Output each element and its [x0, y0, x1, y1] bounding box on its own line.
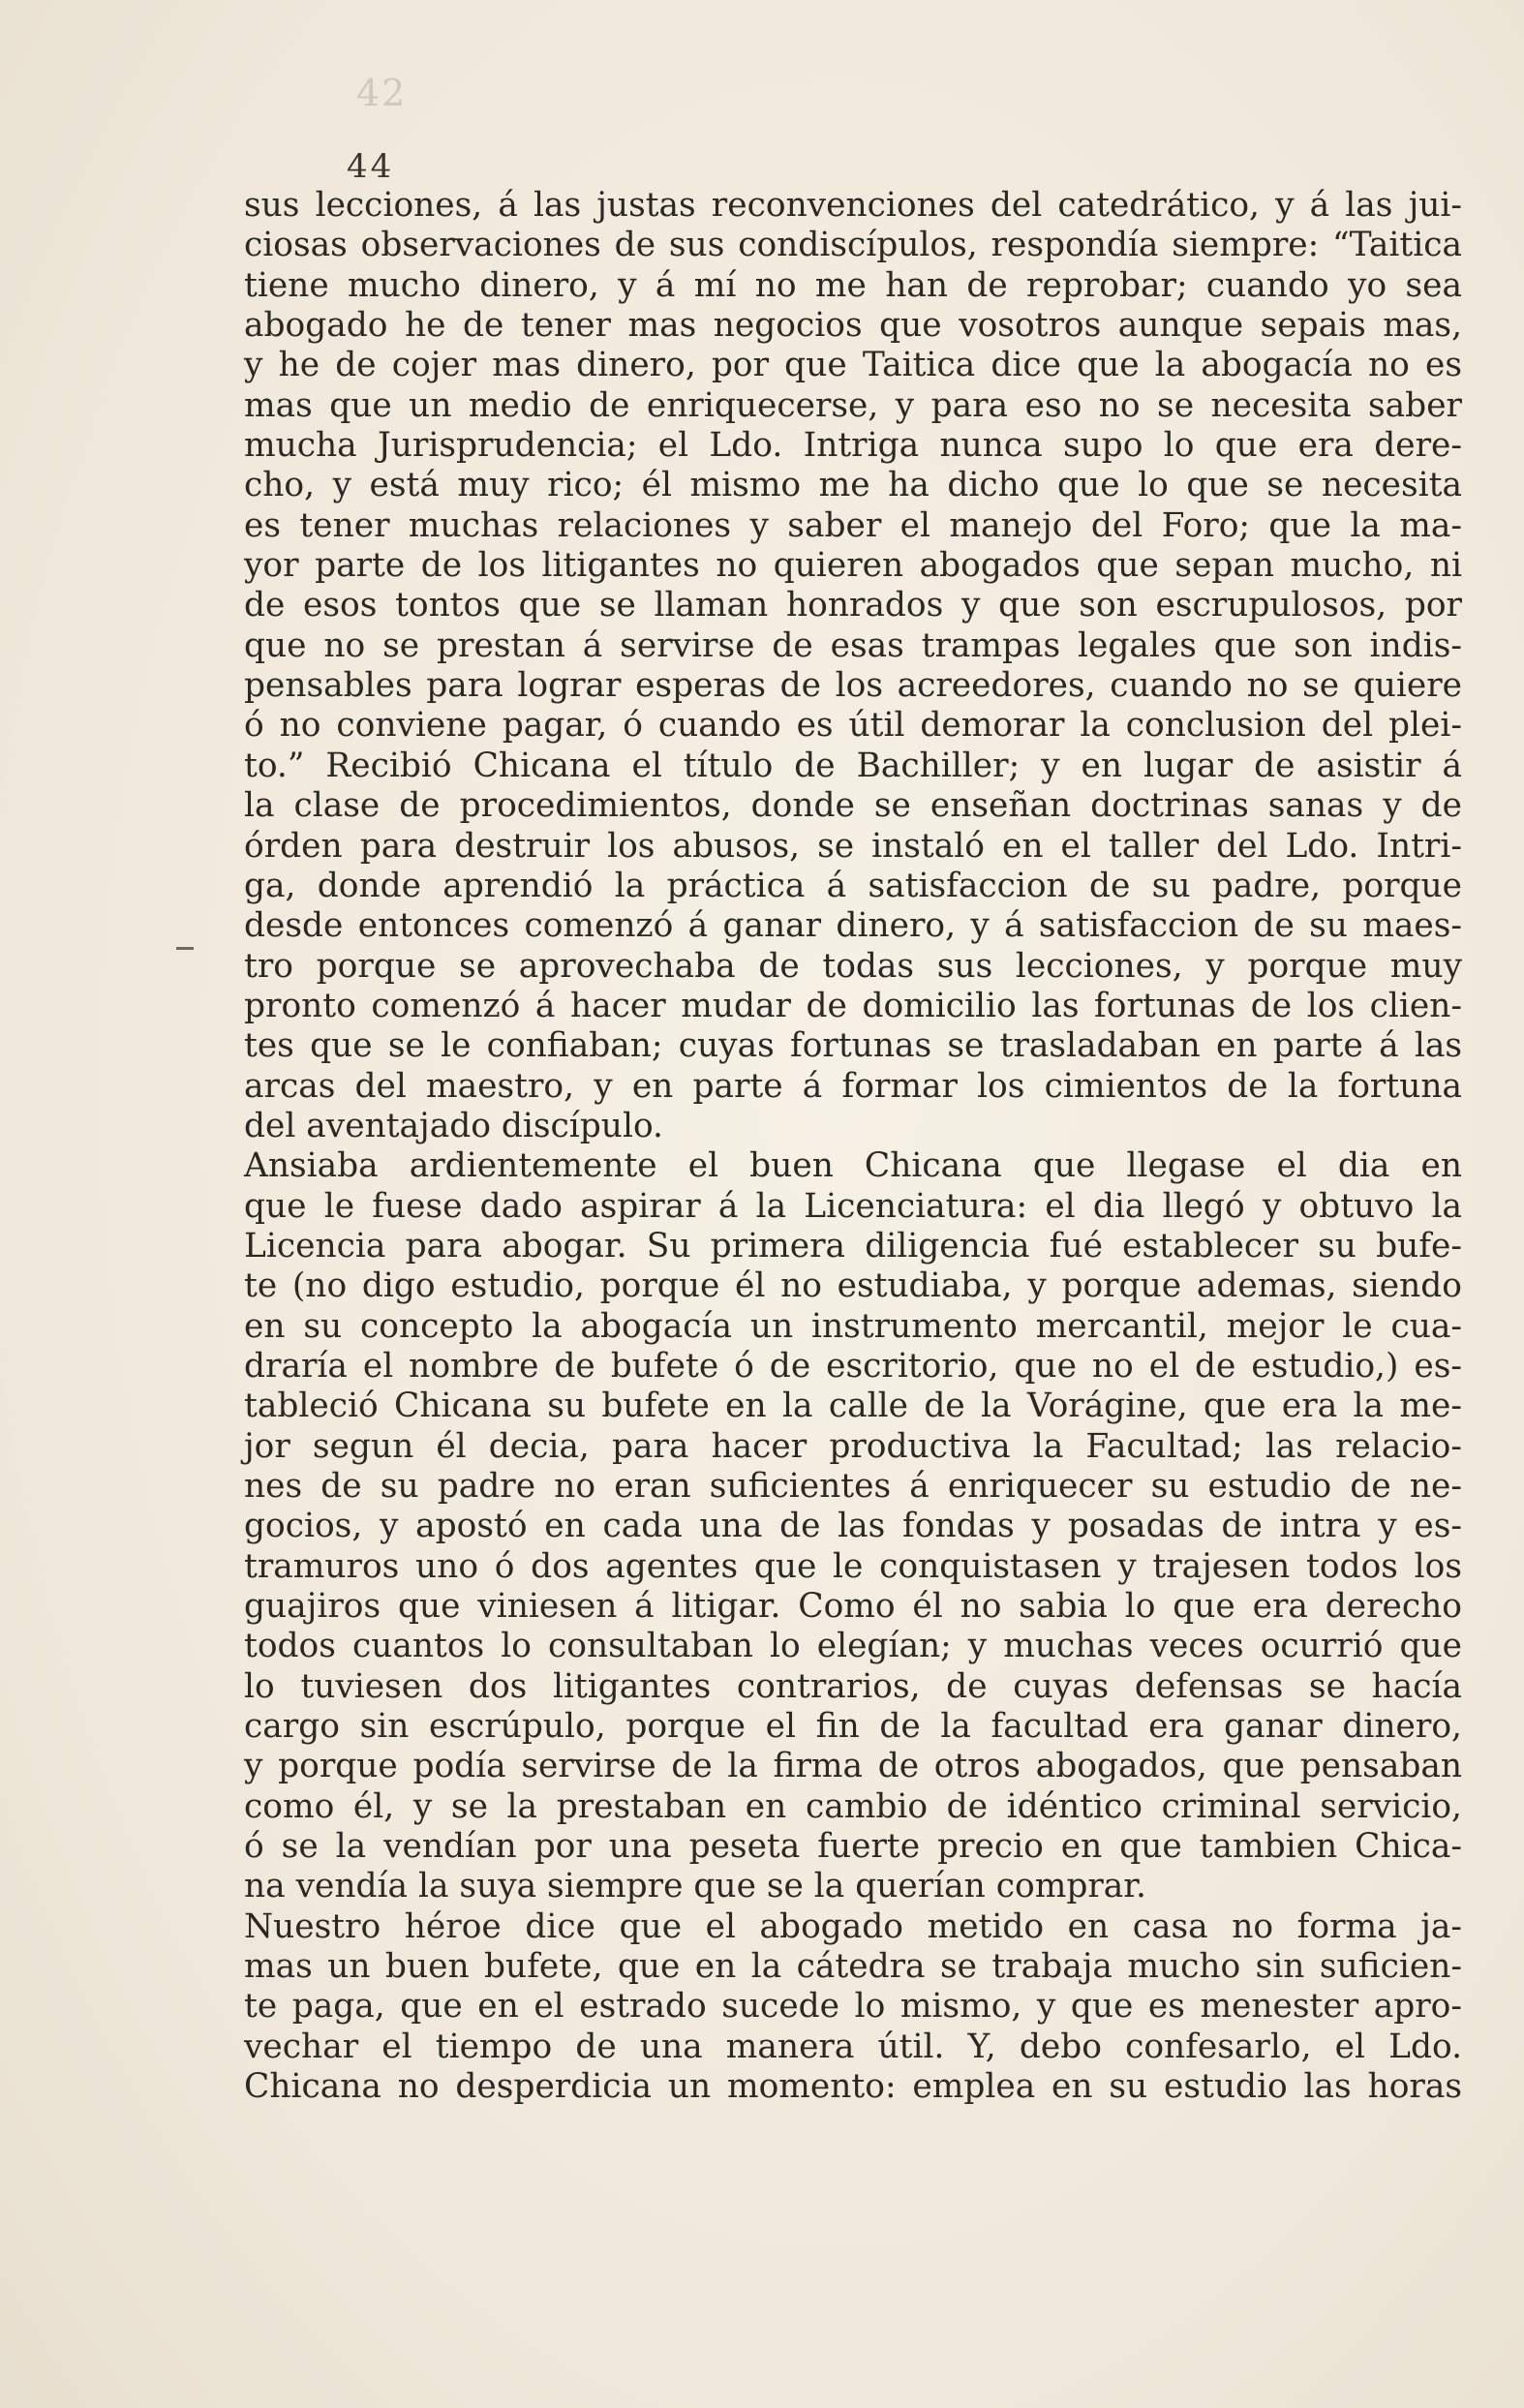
text-line: cargo sin escrúpulo, porque el fin de la facultad era ganar dinero,: [244, 1707, 1462, 1747]
text-line: y he de cojer mas dinero, por que Taitica dice que la abogacía no es: [244, 346, 1462, 385]
text-line: Chicana no desperdicia un momento: emplea en su estudio las horas: [244, 2067, 1462, 2107]
text-line: to.” Recibió Chicana el título de Bachiller; y en lugar de asistir á: [244, 746, 1462, 785]
text-line: es tener muchas relaciones y saber el manejo del Foro; que la ma-: [244, 505, 1462, 545]
text-line: ciosas observaciones de sus condiscípulos, respondía siempre: “Taitica: [244, 226, 1462, 265]
text-line: la clase de procedimientos, donde se enseñan doctrinas sanas y de: [244, 786, 1462, 826]
text-line: abogado he de tener mas negocios que vosotros aunque sepais mas,: [244, 306, 1462, 346]
text-line: cho, y está muy rico; él mismo me ha dicho que lo que se necesita: [244, 466, 1462, 505]
text-line: Ansiaba ardientemente el buen Chicana que llegase el dia en: [244, 1146, 1462, 1186]
body-text: [244, 186, 1462, 2108]
text-line: mas un buen bufete, que en la cátedra se trabaja mucho sin suficien-: [244, 1947, 1462, 1987]
text-line: draría el nombre de bufete ó de escritorio, que no el de estudio,) es-: [244, 1346, 1462, 1386]
text-line: tramuros uno ó dos agentes que le conquistasen y trajesen todos los: [244, 1546, 1462, 1586]
text-line: que le fuese dado aspirar á la Licenciatura: el dia llegó y obtuvo la: [244, 1186, 1462, 1226]
text-line: na vendía la suya siempre que se la querían comprar.: [244, 1867, 1146, 1906]
text-line: como él, y se la prestaban en cambio de idéntico criminal servicio,: [244, 1786, 1462, 1826]
bleed-through-page-number: 42: [356, 72, 408, 114]
text-line: en su concepto la abogacía un instrumento mercantil, mejor le cua-: [244, 1306, 1462, 1346]
text-line: lo tuviesen dos litigantes contrarios, de cuyas defensas se hacía: [244, 1666, 1462, 1706]
text-line: tes que se le confiaban; cuyas fortunas se trasladaban en parte á las: [244, 1026, 1462, 1066]
text-line: jor segun él decia, para hacer productiva la Facultad; las relacio-: [244, 1426, 1462, 1466]
text-line: tiene mucho dinero, y á mí no me han de reprobar; cuando yo sea: [244, 265, 1462, 305]
text-line: tro porque se aprovechaba de todas sus lecciones, y porque muy: [244, 946, 1462, 986]
text-line: ó se la vendían por una peseta fuerte precio en que tambien Chica-: [244, 1827, 1462, 1867]
text-line: te (no digo estudio, porque él no estudiaba, y porque ademas, siendo: [244, 1266, 1462, 1306]
page-number: 44: [347, 147, 395, 186]
text-line: todos cuantos lo consultaban lo elegían; y muchas veces ocurrió que: [244, 1627, 1462, 1666]
text-line: del aventajado discípulo.: [244, 1106, 663, 1145]
text-line: de esos tontos que se llaman honrados y que son escrupulosos, por: [244, 586, 1462, 625]
text-line: arcas del maestro, y en parte á formar los cimientos de la fortuna: [244, 1066, 1462, 1106]
text-line: que no se prestan á servirse de esas trampas legales que son indis-: [244, 625, 1462, 665]
text-line: yor parte de los litigantes no quieren abogados que sepan mucho, ni: [244, 546, 1462, 586]
text-line: mas que un medio de enriquecerse, y para eso no se necesita saber: [244, 385, 1462, 425]
text-line: nes de su padre no eran suficientes á enriquecer su estudio de ne-: [244, 1467, 1462, 1506]
text-line: guajiros que viniesen á litigar. Como él no sabia lo que era derecho: [244, 1587, 1462, 1627]
margin-mark: [176, 947, 194, 950]
text-line: pensables para lograr esperas de los acreedores, cuando no se quiere: [244, 666, 1462, 706]
text-line: ga, donde aprendió la práctica á satisfaccion de su padre, porque: [244, 866, 1462, 905]
text-line: gocios, y apostó en cada una de las fondas y posadas de intra y es-: [244, 1507, 1462, 1546]
text-line: Licencia para abogar. Su primera diligencia fué establecer su bufe-: [244, 1226, 1462, 1265]
text-line: pronto comenzó á hacer mudar de domicilio las fortunas de los clien-: [244, 986, 1462, 1025]
text-line: ó no conviene pagar, ó cuando es útil demorar la conclusion del plei-: [244, 706, 1462, 746]
text-line: vechar el tiempo de una manera útil. Y, debo confesarlo, el Ldo.: [244, 2027, 1462, 2066]
text-line: y porque podía servirse de la firma de otros abogados, que pensaban: [244, 1747, 1462, 1786]
text-line: mucha Jurisprudencia; el Ldo. Intriga nunca supo lo que era dere-: [244, 426, 1462, 466]
text-line: te paga, que en el estrado sucede lo mismo, y que es menester apro-: [244, 1987, 1462, 2027]
text-line: tableció Chicana su bufete en la calle de la Vorágine, que era la me-: [244, 1387, 1462, 1426]
text-line: sus lecciones, á las justas reconvenciones del catedrático, y á las jui-: [244, 186, 1462, 225]
text-line: desde entonces comenzó á ganar dinero, y á satisfaccion de su maes-: [244, 906, 1462, 946]
text-line: órden para destruir los abusos, se instaló en el taller del Ldo. Intri-: [244, 826, 1462, 866]
text-line: Nuestro héroe dice que el abogado metido en casa no forma ja-: [244, 1906, 1462, 1946]
